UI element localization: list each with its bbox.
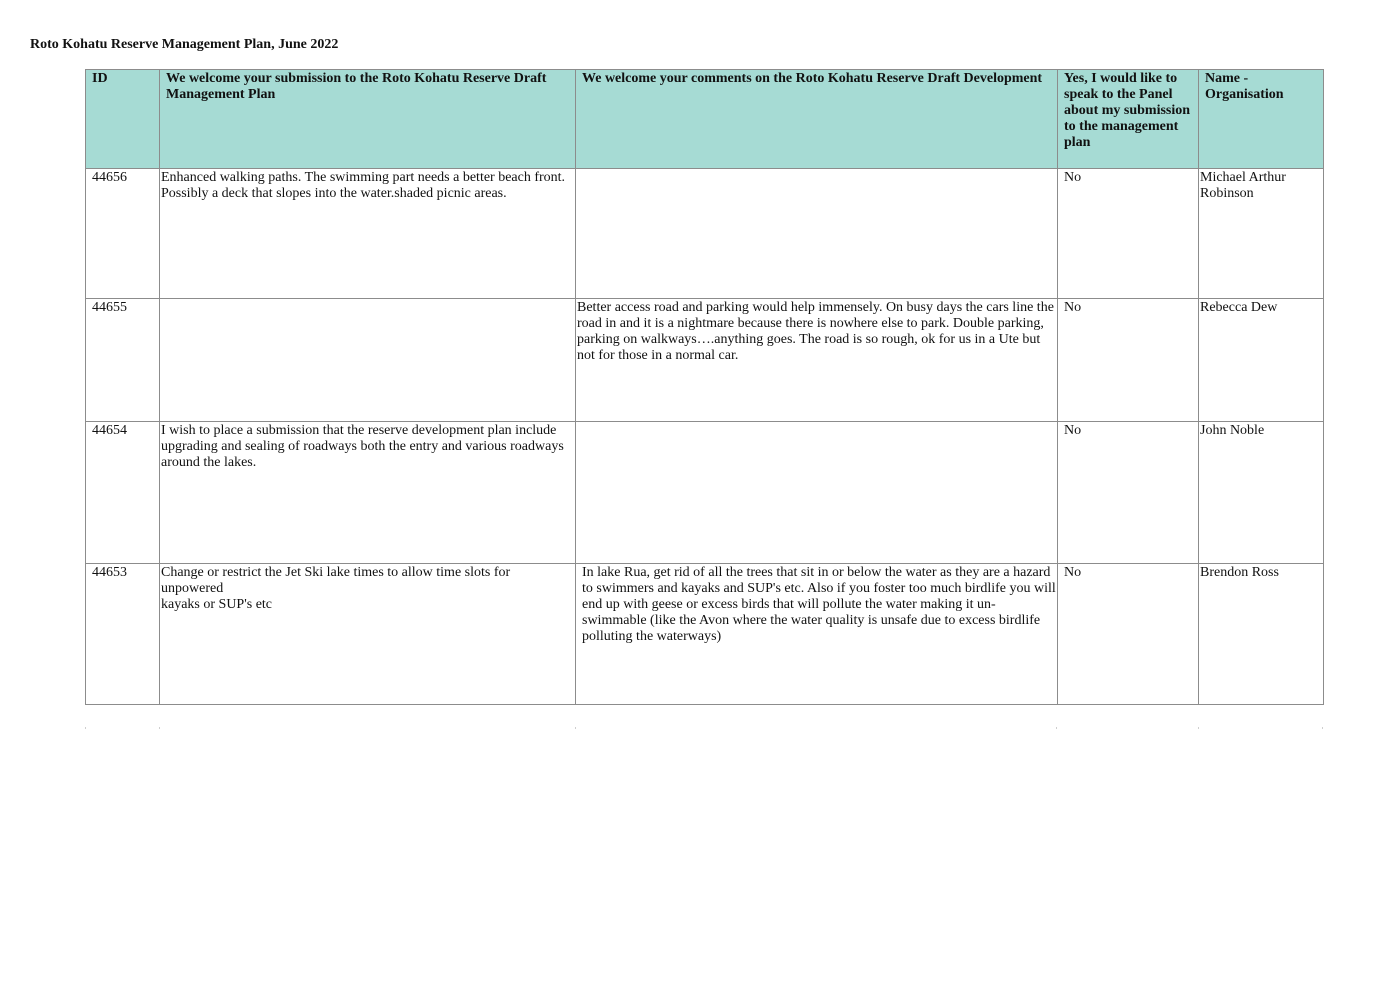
table-row [86, 299, 1324, 422]
cell-comments [576, 299, 1058, 422]
header-id: ID [86, 70, 160, 169]
column-rule-mark [159, 727, 160, 729]
header-submission: We welcome your submission to the Roto Kohatu Reserve Draft Management Plan [160, 70, 576, 169]
cell-id: 44653 [86, 564, 160, 705]
table-row [86, 422, 1324, 564]
cell-submission [160, 169, 576, 299]
table-row [86, 169, 1324, 299]
cell-speak: No [1058, 169, 1199, 299]
column-rule-mark [85, 727, 86, 729]
cell-name: John Noble [1199, 422, 1324, 564]
submission-text: I wish to place a submission that the reserve development plan include upgrading and sealing of roadways both the entry and various roadways around the lakes. [161, 423, 564, 470]
cell-speak: No [1058, 299, 1199, 422]
cell-submission [160, 422, 576, 564]
cell-id: 44656 [86, 169, 160, 299]
cell-submission [160, 564, 576, 705]
comments-text: In lake Rua, get rid of all the trees that sit in or below the water as they are a hazard to swimmers and kayaks and SUP's etc. Also if you foster too much birdlife you will end up with geese or excess birds that will pollute the water making it un-swimmable (like the Avon where the water quality is unsafe due to excess birdlife polluting the waterways) [582, 565, 1056, 644]
cell-submission [160, 299, 576, 422]
column-rule-mark [1198, 727, 1199, 729]
cell-comments [576, 564, 1058, 705]
column-rule-mark [1322, 727, 1323, 729]
column-rule-mark [1056, 727, 1057, 729]
header-comments: We welcome your comments on the Roto Kohatu Reserve Draft Development [576, 70, 1058, 169]
header-speak-to-panel: Yes, I would like to speak to the Panel about my submission to the management plan [1058, 70, 1199, 169]
cell-name: Brendon Ross [1199, 564, 1324, 705]
submissions-table [85, 69, 1324, 705]
submission-text: Enhanced walking paths. The swimming part needs a better beach front. Possibly a deck that slopes into the water.shaded picnic areas. [161, 170, 566, 201]
cell-comments [576, 169, 1058, 299]
document-title: Roto Kohatu Reserve Management Plan, June 2022 [30, 37, 339, 52]
cell-id: 44655 [86, 299, 160, 422]
table-row [86, 564, 1324, 705]
cell-speak: No [1058, 564, 1199, 705]
cell-speak: No [1058, 422, 1199, 564]
column-rule-mark [575, 727, 576, 729]
cell-name: Rebecca Dew [1199, 299, 1324, 422]
comments-text: Better access road and parking would help immensely. On busy days the cars line the road in and it is a nightmare because there is nowhere else to park. Double parking, parking on walkways….anything goes. The road is so rough, ok for us in a Ute but not for those in a normal car. [577, 300, 1054, 363]
cell-id: 44654 [86, 422, 160, 564]
cell-comments [576, 422, 1058, 564]
header-name-organisation: Name - Organisation [1199, 70, 1324, 169]
submission-text: Change or restrict the Jet Ski lake times to allow time slots for unpowered kayaks or SUP's etc [161, 565, 511, 612]
cell-name: Michael Arthur Robinson [1199, 169, 1324, 299]
table-header-row [86, 70, 1324, 169]
